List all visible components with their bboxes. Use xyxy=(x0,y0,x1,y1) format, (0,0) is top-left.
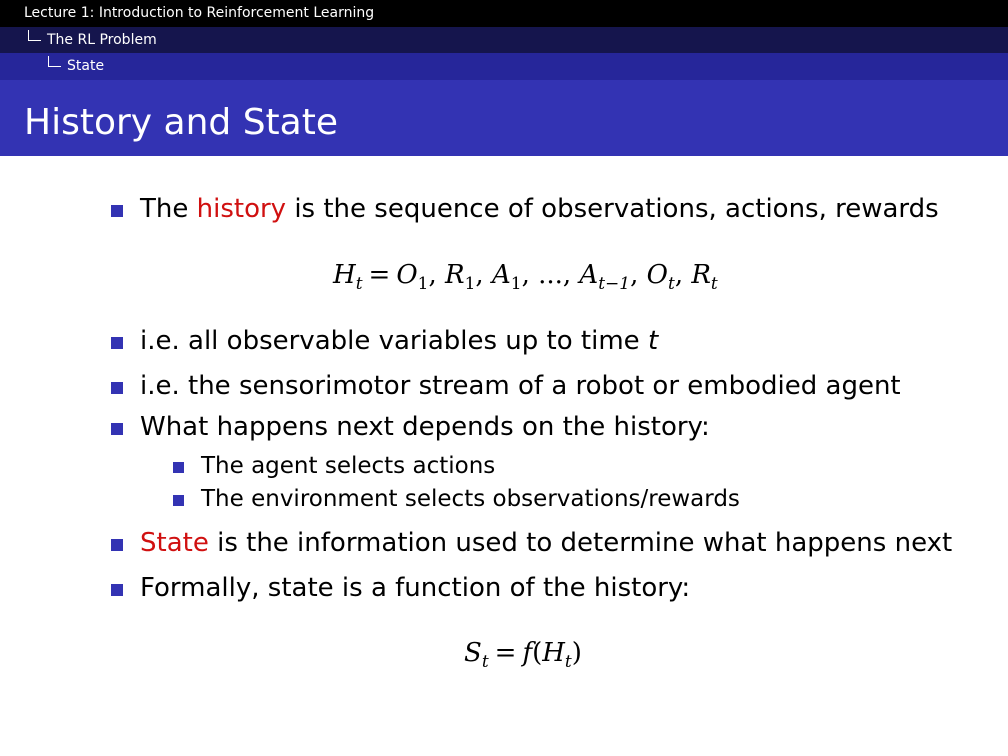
bullet-text: What happens next depends on the history: xyxy=(140,412,710,442)
bullet-text: i.e. all observable variables up to time xyxy=(140,326,648,356)
state-equation xyxy=(464,637,582,678)
nav-section-label: The RL Problem xyxy=(47,32,157,48)
sub-bullet-environment xyxy=(201,485,740,513)
history-term: history xyxy=(196,194,287,224)
math-variable: A xyxy=(579,260,599,290)
math-operator: = xyxy=(494,638,517,668)
nav-subsection[interactable] xyxy=(0,53,1008,80)
bullet-text: i.e. the sensorimotor stream of a robot or embodied agent xyxy=(140,371,901,401)
math-variable: R xyxy=(691,260,711,290)
tree-corner-icon xyxy=(28,30,41,41)
math-comma: , xyxy=(521,260,539,290)
math-variable: A xyxy=(491,260,511,290)
bullet-square-icon xyxy=(111,205,123,217)
history-equation xyxy=(333,259,718,300)
math-subscript: t xyxy=(481,652,489,673)
sub-bullet-text: The agent selects actions xyxy=(201,453,496,479)
sub-bullet-text: The environment selects observations/rewards xyxy=(201,486,740,512)
math-comma: , xyxy=(674,260,692,290)
slide-title: History and State xyxy=(24,102,338,143)
math-ellipsis: ... xyxy=(538,260,563,290)
nav-subsection-label: State xyxy=(67,58,105,74)
bullet-square-icon xyxy=(173,462,184,473)
tree-corner-icon xyxy=(48,56,61,67)
math-paren: ( xyxy=(532,638,543,668)
bullet-square-icon xyxy=(111,539,123,551)
bullet-square-icon xyxy=(173,495,184,506)
bullet-square-icon xyxy=(111,382,123,394)
bullet-square-icon xyxy=(111,584,123,596)
bullet-formally xyxy=(140,573,690,603)
math-subscript: t xyxy=(710,274,718,295)
bullet-text: is the information used to determine what happens next xyxy=(208,528,953,558)
bullet-sensorimotor xyxy=(140,371,901,401)
bullet-text: Formally, state is a function of the history: xyxy=(140,573,691,603)
math-subscript: t xyxy=(355,274,363,295)
state-term: State xyxy=(140,528,209,558)
math-subscript: 1 xyxy=(464,274,476,295)
bullet-state xyxy=(140,528,952,558)
bullet-text: is the sequence of observations, actions, rewards xyxy=(286,194,939,224)
nav-lecture-label: Lecture 1: Introduction to Reinforcement Learning xyxy=(24,5,375,21)
bullet-square-icon xyxy=(111,337,123,349)
math-comma: , xyxy=(428,260,446,290)
math-comma: , xyxy=(475,260,492,290)
bullet-observable xyxy=(140,326,658,356)
sub-bullet-agent xyxy=(201,452,495,480)
math-variable: H xyxy=(333,260,356,290)
math-variable: R xyxy=(445,260,465,290)
bullet-square-icon xyxy=(111,423,123,435)
math-variable: O xyxy=(396,260,418,290)
nav-lecture[interactable] xyxy=(0,0,1008,27)
math-paren: ) xyxy=(571,638,582,668)
math-function: f xyxy=(522,638,533,668)
bullet-history xyxy=(140,194,939,224)
math-subscript: t xyxy=(667,274,675,295)
time-variable: t xyxy=(647,326,659,356)
nav-section[interactable] xyxy=(0,27,1008,54)
slide-title-bar xyxy=(0,80,1008,156)
math-variable: H xyxy=(542,638,565,668)
math-comma: , xyxy=(630,260,647,290)
bullet-what-happens xyxy=(140,412,710,442)
math-subscript: 1 xyxy=(417,274,429,295)
math-subscript: t xyxy=(564,652,572,673)
math-operator: = xyxy=(368,260,391,290)
math-subscript: 1 xyxy=(510,274,522,295)
math-comma: , xyxy=(562,260,580,290)
math-subscript: t−1 xyxy=(598,274,631,295)
math-variable: O xyxy=(646,260,668,290)
bullet-text: The xyxy=(140,194,197,224)
math-variable: S xyxy=(464,638,482,668)
